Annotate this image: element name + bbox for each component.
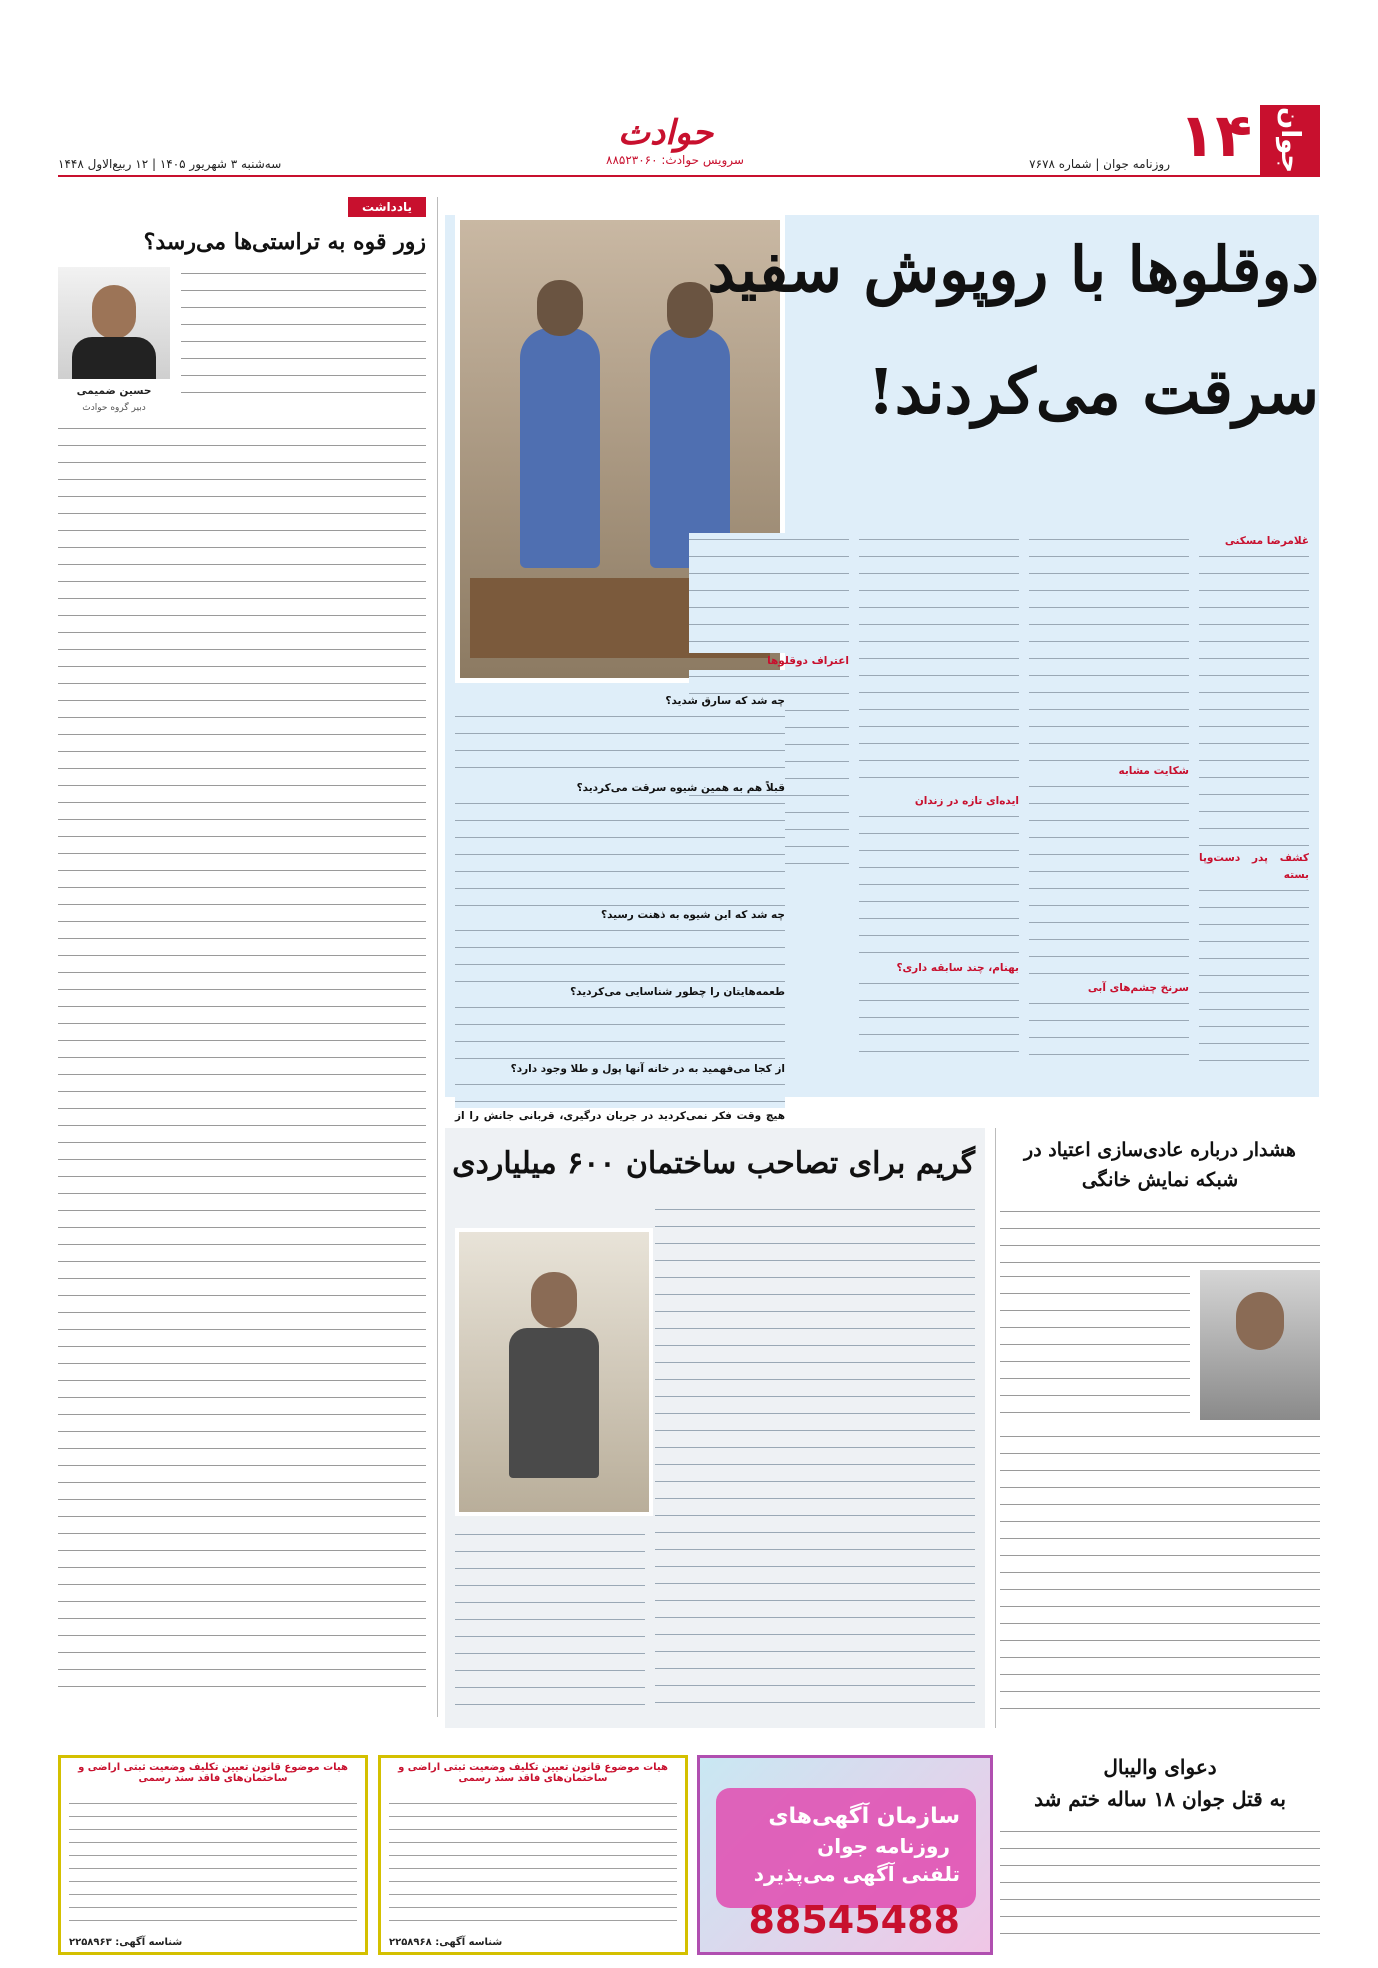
author-role: دبیر گروه حوادث — [82, 403, 146, 413]
legal-ad-2 — [378, 1755, 688, 1955]
headline-line1: دوقلوها با روپوش سفید — [707, 233, 1319, 306]
body-text — [1199, 550, 1309, 850]
body-text — [455, 924, 785, 984]
promo-phone: 88545488 — [748, 1898, 960, 1942]
grim-body-text — [655, 1203, 975, 1718]
suspect-seated-photo — [455, 1228, 653, 1516]
story-column — [1029, 533, 1189, 1057]
subhead-2: شکایت مشابه — [1118, 765, 1189, 777]
body-text — [455, 797, 785, 907]
blurred-face — [531, 1272, 577, 1328]
column-divider — [995, 1128, 996, 1728]
promo-line3: تلفنی آگهی می‌پذیرد — [753, 1862, 960, 1886]
suspect-figure — [520, 328, 600, 568]
column-divider — [437, 197, 438, 1717]
grim-article — [445, 1128, 985, 1728]
qa-question: قبلاً هم به همین شیوه سرقت می‌کردید؟ — [576, 782, 785, 794]
warning-article — [1000, 1135, 1320, 1725]
author-photo — [58, 267, 170, 379]
ad-code: شناسه آگهی: ۲۲۵۸۹۶۸ — [389, 1937, 503, 1948]
body-text — [455, 1001, 785, 1061]
author-name: حسین ضمیمی — [76, 385, 152, 397]
section-service-phone: سرویس حوادث: ۸۸۵۲۳۰۶۰ — [606, 153, 744, 167]
suspect-body — [509, 1328, 599, 1478]
body-text — [455, 710, 785, 780]
sidebar-tag: یادداشت — [348, 197, 426, 217]
qa-question: چه شد که سارق شدید؟ — [665, 695, 785, 707]
newspaper-logo: جوان — [1260, 105, 1320, 175]
body-text — [1029, 533, 1189, 763]
qa-question: چه شد که این شیوه به ذهنت رسید؟ — [601, 909, 785, 921]
body-text — [1199, 884, 1309, 1064]
body-text — [455, 1078, 785, 1108]
subhead-3: سرنخ چشم‌های آبی — [1087, 982, 1189, 994]
ad-title: هیات موضوع قانون تعیین تکلیف وضعیت ثبتی اراضی و ساختمان‌های فاقد سند رسمی — [398, 1762, 668, 1784]
page-number: ۱۴ — [1178, 101, 1252, 171]
expert-face — [1236, 1292, 1284, 1350]
body-text — [1029, 780, 1189, 980]
body-text — [859, 810, 1019, 960]
qa-question: طعمه‌هایتان را چطور شناسایی می‌کردید؟ — [570, 986, 785, 998]
section-title: حوادث — [618, 113, 714, 153]
sidebar-body-text — [58, 422, 426, 1692]
qa-question: هیچ وقت فکر نمی‌کردید در جریان درگیری، قربانی جانش را از — [455, 1110, 785, 1122]
page-header — [58, 101, 1320, 185]
subhead-4: ایده‌ای تازه در زندان — [914, 795, 1019, 807]
blurred-face — [537, 280, 583, 336]
ad-body-text — [389, 1798, 677, 1928]
qa-column — [455, 693, 785, 1142]
subhead-5: اعتراف دوقلوها — [767, 655, 849, 667]
warning-body-text — [1000, 1205, 1320, 1265]
warning-body-text — [1000, 1430, 1320, 1720]
volleyball-body-text — [1000, 1825, 1320, 1950]
sidebar-body-text — [181, 267, 426, 407]
grim-body-text — [455, 1528, 645, 1718]
main-story — [445, 215, 1319, 1122]
grim-title: گریم برای تصاحب ساختمان ۶۰۰ میلیاردی — [452, 1146, 975, 1181]
body-text — [1029, 997, 1189, 1057]
warning-title: هشدار درباره عادی‌سازی اعتیاد در شبکه نمایش خانگی — [1024, 1139, 1296, 1191]
author-face — [92, 285, 136, 339]
legal-ad-1 — [58, 1755, 368, 1955]
subhead-1: کشف پدر دست‌و‌پا بسته — [1199, 852, 1309, 881]
qa-question: بهنام، چند سابقه داری؟ — [896, 962, 1019, 974]
qa-question: از کجا می‌فهمید به در خانه آنها پول و طلا وجود دارد؟ — [510, 1063, 785, 1075]
paper-info: روزنامه جوان | شماره ۷۶۷۸ — [1029, 157, 1170, 171]
headline-line2: سرقت می‌کردند! — [867, 355, 1319, 428]
body-text — [689, 533, 849, 653]
header-rule — [58, 175, 1320, 177]
ad-code: شناسه آگهی: ۲۲۵۸۹۶۳ — [69, 1937, 183, 1948]
body-text — [859, 533, 1019, 793]
volleyball-title-line2: به قتل جوان ۱۸ ساله ختم شد — [1034, 1787, 1286, 1811]
volleyball-article — [1000, 1755, 1320, 1955]
promo-line1: سازمان آگهی‌های — [768, 1804, 960, 1829]
ad-sales-promo — [697, 1755, 993, 1955]
suspect-figure — [650, 328, 730, 568]
volleyball-title-line1: دعوای والیبال — [1103, 1755, 1217, 1779]
ad-title: هیات موضوع قانون تعیین تکلیف وضعیت ثبتی اراضی و ساختمان‌های فاقد سند رسمی — [78, 1762, 348, 1784]
author-suit — [72, 337, 156, 379]
editorial-sidebar — [58, 197, 426, 1697]
sidebar-title: زور قوه به تراستی‌ها می‌رسد؟ — [143, 229, 426, 255]
warning-body-text — [1000, 1270, 1190, 1420]
expert-photo — [1200, 1270, 1320, 1420]
blurred-face — [667, 282, 713, 338]
promo-line2: روزنامه جوان — [817, 1834, 950, 1858]
byline: غلامرضا مسکنی — [1224, 535, 1309, 547]
story-column — [1199, 533, 1309, 1064]
body-text — [859, 977, 1019, 1057]
story-column — [859, 533, 1019, 1057]
issue-date: سه‌شنبه ۳ شهریور ۱۴۰۵ | ۱۲ ربیع‌الاول ۱۴۴۸ — [58, 157, 282, 171]
ad-body-text — [69, 1798, 357, 1928]
